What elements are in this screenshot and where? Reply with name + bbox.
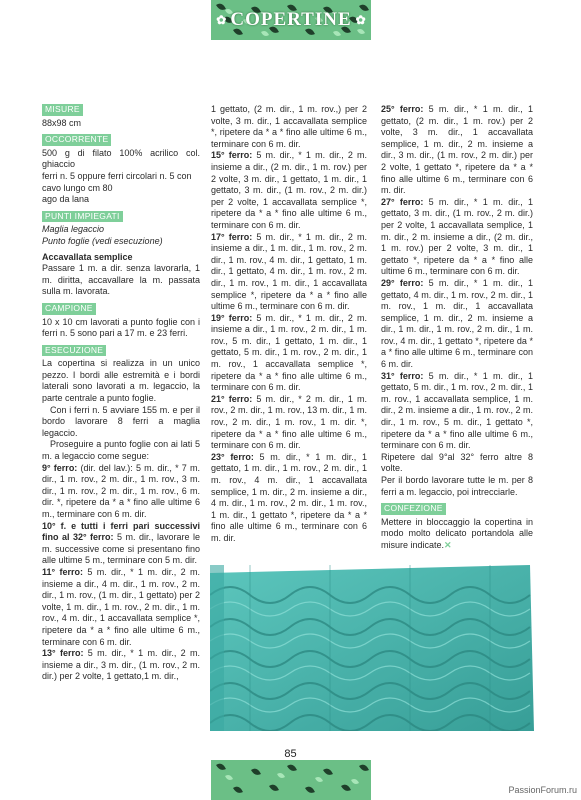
row-instruction	[42, 463, 200, 521]
row-instruction	[42, 567, 200, 648]
misure-value: 88x98 cm	[42, 117, 82, 128]
column-2	[211, 104, 367, 545]
row-instruction	[381, 104, 533, 197]
section-label-punti: PUNTI IMPIEGATI	[42, 211, 123, 223]
row-instruction	[211, 232, 367, 313]
row-instruction	[42, 648, 200, 683]
section-label-esecuzione: ESECUZIONE	[42, 345, 106, 357]
row-instruction	[211, 452, 367, 545]
flower-icon: ✿	[216, 13, 227, 27]
row-text: 5 m. dir., * 2 m. dir., 1 m. rov., 2 m. dir., 1 m. rov., 13 m. dir., 1 m. rov., 2 m. dir., 1 m. rov., 1 m. dir. *, ripetere da * a * fino alle ultime 6 m., terminare con 6 m. dir.	[211, 393, 367, 451]
row-head: 29° ferro:	[381, 277, 424, 288]
closing-line: Per il bordo lavorare tutte le m. per 8 ferri a m. legaccio, poi intrecciarle.	[381, 475, 533, 497]
row-instruction	[381, 197, 533, 278]
occorrente-line: ferri n. 5 oppure ferri circolari n. 5 con cavo lungo cm 80	[42, 170, 192, 193]
row-instruction	[211, 394, 367, 452]
esecuzione-paragraph: Proseguire a punto foglie con ai lati 5 m. a legaccio come segue:	[42, 439, 200, 462]
row-text: 5 m. dir., * 1 m. dir., 2 m. insieme a dir., 4 m. dir., 1 m. rov., 2 m. dir., 1 m. rov., (1 m. dir., 1 gettato) per 2 volte, 1 m. dir., 1 m. rov., 2 m. dir., 1 m. rov., 4 m. dir., 1 accavallata semplice *, ripetere da * a * fino alle ultime 6 m., terminare con 6 m. dir.	[42, 566, 201, 647]
occorrente-line: 500 g di filato 100% acrilico col. ghiaccio	[42, 147, 200, 170]
row-head: 27° ferro:	[381, 196, 424, 207]
footer-band	[211, 760, 371, 800]
section-label-misure: MISURE	[42, 104, 83, 116]
row-head: 21° ferro:	[211, 393, 253, 404]
blanket-photo	[210, 565, 534, 731]
row-head: 15° ferro:	[211, 150, 253, 161]
row-instruction	[211, 150, 367, 231]
row-text: 5 m. dir., * 1 m. dir., 1 gettato, (2 m. dir., 1 m. rov.) per 2 volte, 3 m. dir., 1 accavallata semplice, 1 m. dir., 2 m. insieme a dir., 3 m. dir., (1 m. rov., 2 m. dir.) per 2 volte, 1 gettato *, ripetere da * a * fino alle ultime 6 m., terminare con 6 m. dir.	[381, 104, 533, 196]
row-text: 5 m. dir., * 1 m. dir., 1 gettato, 1 m. dir., 1 m. rov., 2 m. dir., 1 m. rov., 4 m. dir., 1 accavallata semplice, 1 m. dir., 2 m. insieme a dir., 4 m. dir., 1 m. rov., 2 m. dir., 1 m. rov., 1 m. dir., 1 gettato *, ripetere da * a * fino alle ultime 6 m., terminare con 6 m. dir.	[211, 451, 367, 543]
row-head: 13° ferro:	[42, 648, 84, 659]
punto-item: Maglia legaccio	[42, 224, 105, 235]
row-instruction	[381, 278, 533, 371]
accavallata-text: Passare 1 m. a dir. senza lavorarla, 1 m. diritta, accavallare la m. passata sulla m. lavorata.	[42, 263, 200, 297]
row-text: 5 m. dir., * 1 m. dir., 2 m. insieme a dir., (2 m. dir., 1 m. rov.) per 2 volte, 3 m. dir., 1 gettato, 1 m. dir., 1 gettato, 3 m. dir., (1 m. rov., 2 m. dir.) per 2 volte, 1 accavallata semplice *, ripetere da * a * fino alle ultime 6 m., terminare con 6 m. dir.	[211, 150, 367, 230]
occorrente-line: ago da lana	[42, 194, 90, 205]
column-1	[42, 104, 200, 683]
section-label-campione: CAMPIONE	[42, 303, 96, 315]
header-title-wrap	[211, 0, 371, 40]
row-instruction	[381, 371, 533, 452]
confezione-text	[381, 517, 533, 552]
page-title: COPERTINE	[230, 9, 352, 30]
row-text: 5 m. dir., * 1 m. dir., 2 m. insieme a dir., 1 m. rov., 2 m. dir., 1 m. rov., 5 m. dir., 1 gettato, 1 m. dir., 1 gettato, 5 m. dir., 1 m. rov., 2 m. dir., 1 m. rov., 1 accavallata semplice *, ripetere da * a * fino alle ultime 6 m., terminare con 6 m. dir.	[211, 312, 367, 393]
row-head: 23° ferro:	[211, 451, 254, 462]
row-head: 17° ferro:	[211, 231, 253, 242]
column-3	[381, 104, 533, 552]
row-instruction	[42, 521, 200, 567]
accavallata-title: Accavallata semplice	[42, 251, 133, 262]
confezione-body: Mettere in bloccaggio la copertina in modo molto delicato portandola alle misure indicate.	[381, 516, 533, 550]
row-head: 9° ferro:	[42, 462, 78, 473]
row-head: 10° f. e tutti i ferri pari successivi fino al 32° ferro:	[42, 520, 200, 543]
esecuzione-paragraph: La copertina si realizza in un unico pezzo. I bordi alle estremità e i bordi laterali sono lavorati a m. legaccio, la parte centrale a punto foglie.	[42, 358, 200, 404]
page-number: 85	[284, 748, 297, 760]
row-text: 5 m. dir., * 1 m. dir., 1 gettato, 5 m. dir., 1 m. rov., 2 m. dir., 1 m. rov., 1 accavallata semplice, 1 m. dir., 2 m. insieme a dir., 1 m. rov., 2 m. dir., 1 m. rov., 5 m. dir., 1 gettato *, ripetere da * a * fino alle ultime 6 m., terminare con 6 m. dir.	[381, 370, 533, 451]
row-text: 5 m. dir., * 1 m. dir., 2 m. insieme a dir., 3 m. dir., (1 m. rov., 2 m. dir.) per 2 volte, 1 gettato,1 m. dir.,	[42, 648, 200, 682]
row-text: 5 m. dir., * 1 m. dir., 1 gettato, 4 m. dir., 1 m. rov., 2 m. dir., 1 m. rov., 1 m. dir., 1 accavallata semplice, 1 m. dir., 2 m. insieme a dir., 1 m. dir., 1 m. rov., 2 m. dir., 1 m. rov., 4 m. dir., 1 gettato *, ripetere da * a * fino alle ultime 6 m., terminare con 6 m. dir.	[381, 277, 533, 370]
row-text: (dir. del lav.): 5 m. dir., * 7 m. dir., 1 m. rov., 2 m. dir., 1 m. rov., 3 m. dir., 1 m. rov., 2 m. dir., 1 m. rov., 6 m. dir. *, ripetere da * a * fino alle ultime 6 m., terminare con 6 m. dir.	[42, 462, 200, 519]
closing-line: Ripetere dal 9°al 32° ferro altre 8 volte.	[381, 451, 533, 474]
row-instruction	[211, 313, 367, 394]
row-head: 19° ferro:	[211, 312, 253, 323]
punto-item: Punto foglie (vedi esecuzione)	[42, 235, 163, 246]
cross-mark-icon: ✕	[444, 539, 452, 550]
row-continuation: 1 gettato, (2 m. dir., 1 m. rov.,) per 2 volte, 3 m. dir., 1 accavallata semplice *, ripetere da * a * fino alle ultime 6 m., terminare con 6 m. dir.	[211, 104, 367, 149]
row-text: 5 m. dir., * 1 m. dir., 2 m. insieme a dir., 1 m. dir., 1 m. rov., 2 m. dir., 1 m. rov., 4 m. dir., 1 gettato, 1 m. dir., 1 gettato, 4 m. dir., 1 m. rov., 2 m. dir., 1 m. rov., 1 m. dir., 1 accavallata semplice *, ripetere da * a * fino alle ultime 6 m., terminare con 6 m. dir.	[211, 231, 367, 312]
esecuzione-paragraph: Con i ferri n. 5 avviare 155 m. e per il bordo lavorare 8 ferri a maglia legaccio.	[42, 404, 200, 438]
flower-icon: ✿	[355, 13, 366, 27]
section-label-occorrente: OCCORRENTE	[42, 134, 111, 146]
row-head: 11° ferro:	[42, 566, 84, 577]
site-watermark: PassionForum.ru	[508, 785, 577, 795]
row-text: 5 m. dir., lavorare le m. successive come si presentano fino alle ultime 5 m., terminare con 5 m. dir.	[42, 532, 200, 566]
row-text: 5 m. dir., * 1 m. dir., 1 gettato, 3 m. dir., (1 m. rov., 2 m. dir.) per 2 volte, 1 accavallata semplice, 1 m. dir., 2 m. insieme a dir., (2 m. dir., 1 m. rov.) per 2 volte, 3 m. dir., 1 gettato *, ripetere da * a * fino alle ultime 6 m., terminare con 6 m. dir.	[381, 196, 533, 277]
row-head: 31° ferro:	[381, 370, 424, 381]
campione-text: 10 x 10 cm lavorati a punto foglie con i ferri n. 5 sono pari a 17 m. e 23 ferri.	[42, 316, 200, 339]
section-label-confezione: CONFEZIONE	[381, 503, 446, 515]
row-head: 25° ferro:	[381, 104, 424, 114]
